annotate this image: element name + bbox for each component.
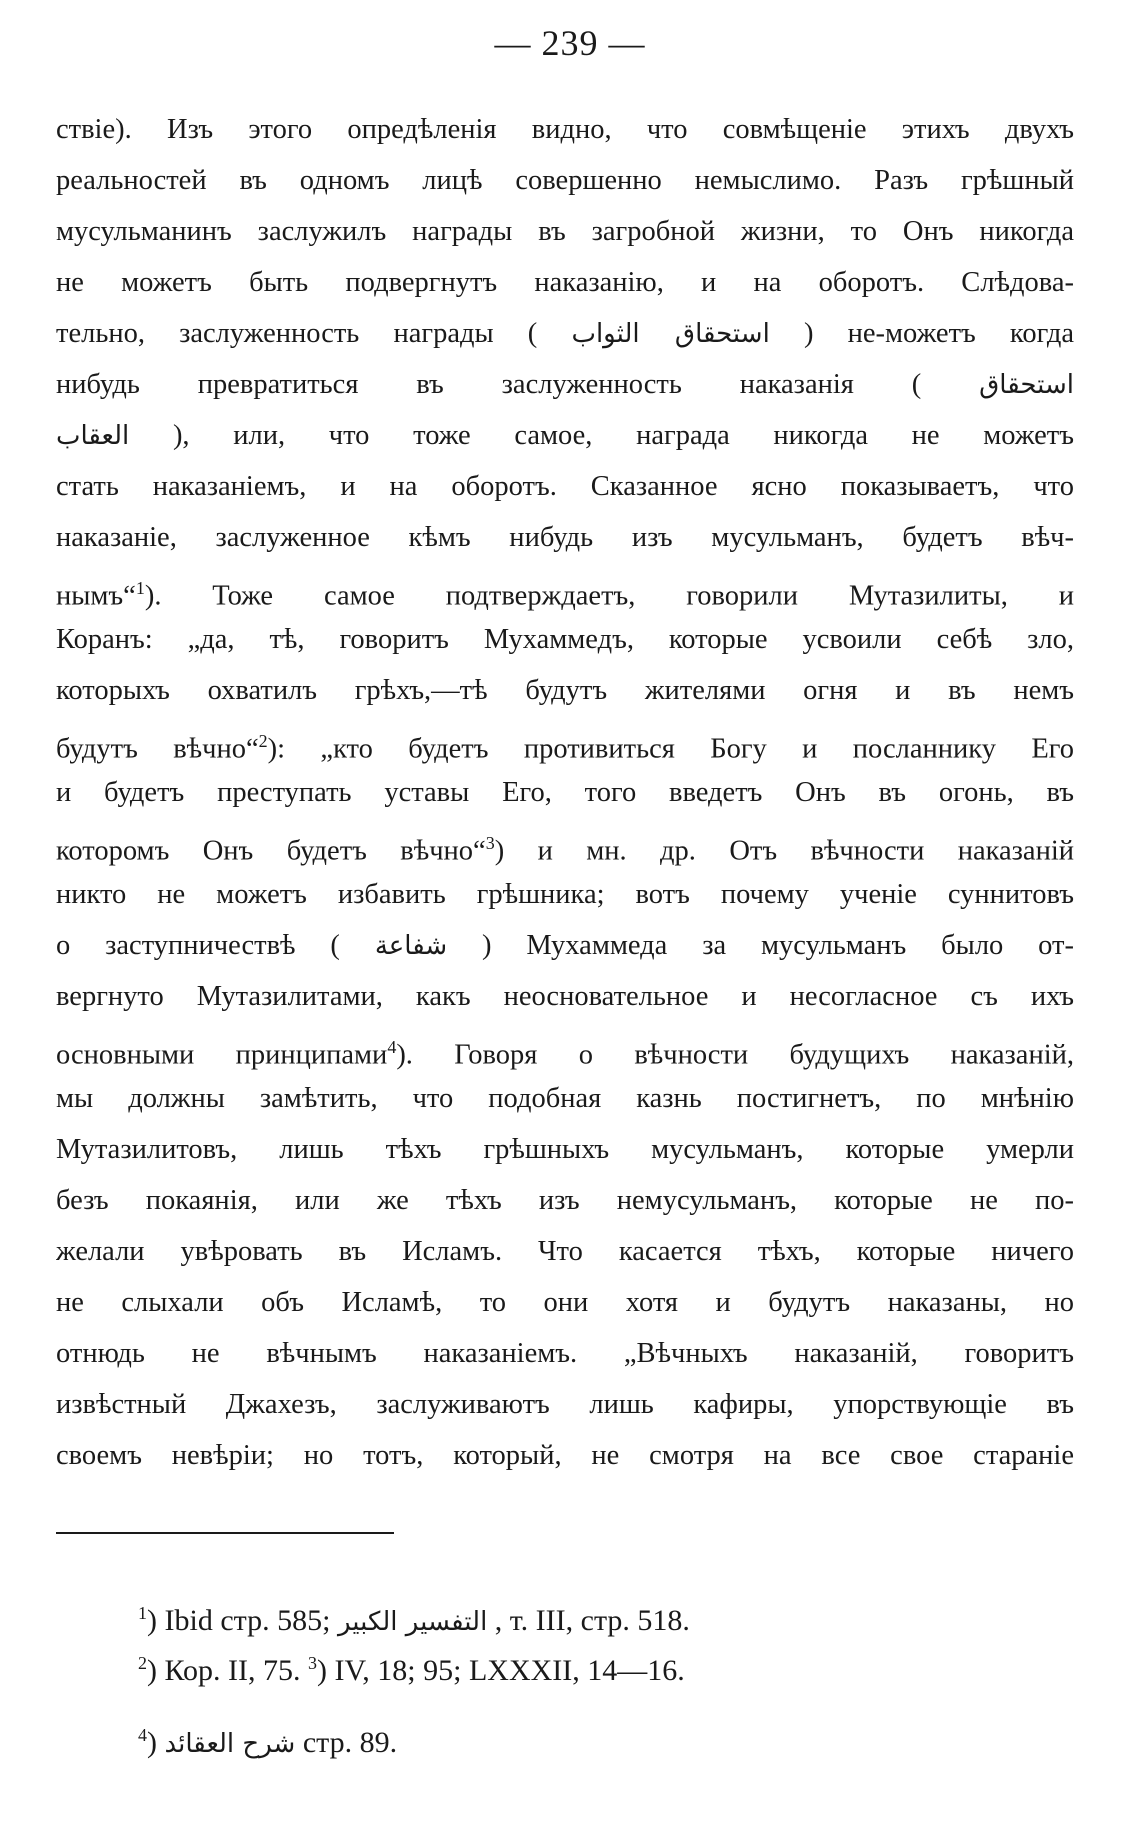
text-segment: будутъ вѣчно“	[56, 733, 259, 765]
text-line	[56, 818, 1074, 869]
text-segment: которомъ Онъ будетъ вѣчно“	[56, 835, 486, 867]
text-line: наказаніе, заслуженное кѣмъ нибудь изъ мусульманъ, будетъ вѣч-	[56, 522, 1074, 553]
text-segment: нымъ“	[56, 580, 136, 612]
text-segment: нибудь превратиться въ заслуженность наказанія (	[56, 369, 922, 400]
text-line: вергнуто Мутазилитами, какъ неосновательное и несогласное съ ихъ	[56, 981, 1074, 1012]
text-line: не можетъ быть подвергнутъ наказанію, и на оборотъ. Слѣдова-	[56, 267, 1074, 298]
text-segment: ) Мухаммеда за мусульманъ было от-	[482, 930, 1074, 961]
text-line: Мутазилитовъ, лишь тѣхъ грѣшныхъ мусульманъ, которые умерли	[56, 1134, 1074, 1165]
text-line: мусульманинъ заслужилъ награды въ загробной жизни, то Онъ никогда	[56, 216, 1074, 247]
footnote-marker: 2	[258, 731, 268, 751]
footnote-text: ) IV, 18; 95; LXXXII, 14—16.	[317, 1654, 685, 1687]
footnote-number: 3	[308, 1653, 317, 1673]
text-line: никто не можетъ избавить грѣшника; вотъ почему ученіе суннитовъ	[56, 879, 1074, 910]
footnote-marker: 3	[485, 833, 495, 853]
footnote-text: ) Ibid стр. 585;	[147, 1604, 331, 1637]
text-line	[56, 1022, 1074, 1073]
text-line	[56, 716, 1074, 767]
text-segment: ), или, что тоже самое, награда никогда не можетъ	[172, 420, 1074, 451]
footnote-ref	[387, 1037, 396, 1057]
text-segment: ): „кто будетъ противиться Богу и посланнику Его	[267, 733, 1074, 765]
text-line	[56, 410, 1074, 461]
footnote-marker: 1	[135, 578, 145, 598]
text-line: и будетъ преступать уставы Его, того введетъ Онъ въ огонь, въ	[56, 777, 1074, 808]
footnotes	[138, 1588, 1038, 1760]
text-line: мы должны замѣтить, что подобная казнь постигнетъ, по мнѣнію	[56, 1083, 1074, 1114]
text-segment: основными принципами	[56, 1039, 388, 1071]
footnote-number: 2	[138, 1653, 147, 1673]
footnote-marker: 4	[387, 1037, 397, 1057]
footnote-number: 4	[138, 1725, 147, 1745]
footnote-divider	[56, 1532, 394, 1534]
page-number: — 239 —	[494, 23, 646, 63]
text-line: безъ покаянія, или же тѣхъ изъ немусульманъ, которые не по-	[56, 1185, 1074, 1216]
text-line	[56, 308, 1074, 359]
text-line: которыхъ охватилъ грѣхъ,—тѣ будутъ жителями огня и въ немъ	[56, 675, 1074, 706]
text-line	[56, 359, 1074, 410]
text-segment: ). Говоря о вѣчности будущихъ наказаній,	[396, 1039, 1074, 1071]
footnote-text: ) Кор. II, 75.	[147, 1654, 301, 1687]
text-line: не слыхали объ Исламѣ, то они хотя и будутъ наказаны, но	[56, 1287, 1074, 1318]
text-line: желали увѣровать въ Исламъ. Что касается тѣхъ, которые ничего	[56, 1236, 1074, 1267]
text-line: извѣстный Джахезъ, заслуживаютъ лишь кафиры, упорствующіе въ	[56, 1389, 1074, 1420]
arabic-term: استحقاق الثواب	[571, 319, 770, 349]
footnote-text: , т. III, стр. 518.	[494, 1604, 690, 1637]
arabic-term: شرح العقائد	[164, 1729, 296, 1759]
arabic-term: التفسير الكبير	[337, 1607, 488, 1637]
text-line: отнюдь не вѣчнымъ наказаніемъ. „Вѣчныхъ наказаній, говоритъ	[56, 1338, 1074, 1369]
text-line: Коранъ: „да, тѣ, говоритъ Мухаммедъ, которые усвоили себѣ зло,	[56, 624, 1074, 655]
arabic-term: شفاعة	[374, 931, 448, 961]
footnote-ref	[259, 731, 268, 751]
footnote	[138, 1710, 1038, 1760]
text-line	[56, 920, 1074, 971]
text-line: своемъ невѣріи; но тотъ, который, не смотря на все свое стараніе	[56, 1440, 1074, 1471]
text-segment: ) и мн. др. Отъ вѣчности наказаній	[494, 835, 1074, 867]
footnote-number: 1	[138, 1603, 147, 1623]
text-line: реальностей въ одномъ лицѣ совершенно немыслимо. Разъ грѣшный	[56, 165, 1074, 196]
arabic-term: استحقاق	[979, 370, 1074, 400]
text-segment: ) не-можетъ когда	[803, 318, 1074, 349]
footnote	[138, 1588, 1038, 1638]
arabic-term: العقاب	[56, 421, 130, 451]
footnote-text: )	[147, 1726, 157, 1759]
text-segment: тельно, заслуженность награды (	[56, 318, 538, 349]
body-text	[56, 104, 1074, 1481]
footnote-ref	[486, 833, 495, 853]
text-segment: ). Тоже самое подтверждаетъ, говорили Мутазилиты, и	[144, 580, 1074, 612]
footnote	[138, 1638, 1038, 1688]
text-line: стать наказаніемъ, и на оборотъ. Сказанное ясно показываетъ, что	[56, 471, 1074, 502]
text-line: ствіе). Изъ этого опредѣленія видно, что совмѣщеніе этихъ двухъ	[56, 114, 1074, 145]
footnote-text: стр. 89.	[302, 1726, 398, 1759]
text-line	[56, 563, 1074, 614]
text-segment: о заступничествѣ (	[56, 930, 340, 961]
footnote-ref	[136, 578, 145, 598]
